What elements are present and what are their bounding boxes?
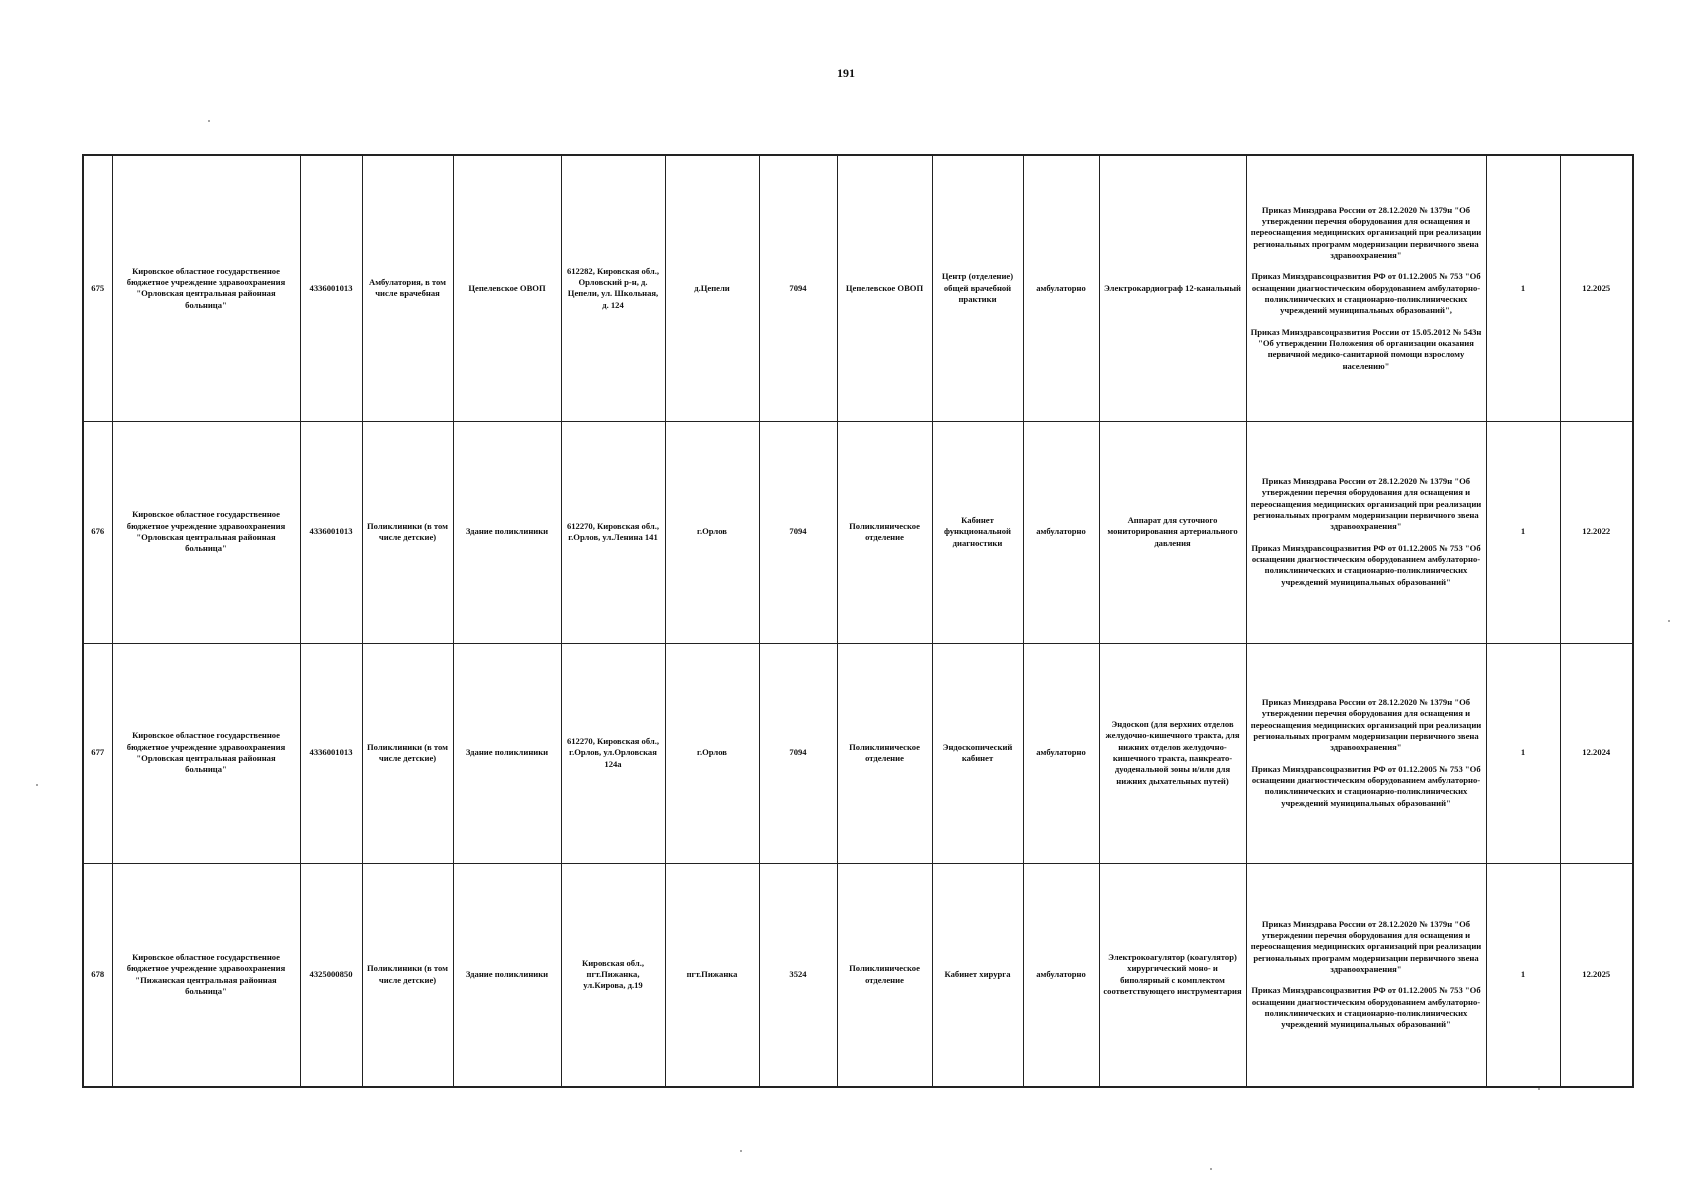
order-text: Приказ Минздрава России от 28.12.2020 № 1379н "Об утверждении перечня оборудования для оснащения и переоснащения медицинских организаций при реализации региональных программ модернизации первичного звена здравоохранения": [1250, 918, 1482, 975]
row-number: 677: [83, 643, 112, 863]
order-text: Приказ Минздрава России от 28.12.2020 № 1379н "Об утверждении перечня оборудования для оснащения и переоснащения медицинских организаций при реализации региональных программ модернизации первичного звена здравоохранения": [1250, 696, 1482, 753]
quantity-cell: 1: [1486, 643, 1560, 863]
department-cell: Поликлиническое отделение: [837, 421, 932, 643]
organization-cell: Кировское областное государственное бюджетное учреждение здравоохранения "Орловская центральная районная больница": [112, 155, 300, 421]
table-row: [83, 421, 1633, 643]
locality-cell: г.Орлов: [665, 643, 759, 863]
address-cell: 612270, Кировская обл., г.Орлов, ул.Ленина 141: [561, 421, 665, 643]
facility-type-cell: Поликлиники (в том числе детские): [362, 863, 453, 1087]
orders-cell: [1246, 155, 1486, 421]
locality-cell: д.Цепели: [665, 155, 759, 421]
quantity-cell: 1: [1486, 155, 1560, 421]
page-number: 191: [837, 66, 855, 80]
equipment-cell: Аппарат для суточного мониторирования артериального давления: [1099, 421, 1246, 643]
room-cell: Эндоскопический кабинет: [932, 643, 1023, 863]
building-cell: Цепелевское ОВОП: [453, 155, 561, 421]
orders-cell: [1246, 421, 1486, 643]
equipment-cell: Электрокоагулятор (коагулятор) хирургический моно- и биполярный с комплектом соответствующего инструментария: [1099, 863, 1246, 1087]
orders-cell: [1246, 643, 1486, 863]
department-cell: Цепелевское ОВОП: [837, 155, 932, 421]
care-form-cell: амбулаторно: [1023, 421, 1099, 643]
care-form-cell: амбулаторно: [1023, 863, 1099, 1087]
locality-cell: пгт.Пижанка: [665, 863, 759, 1087]
order-text: Приказ Минздравсоцразвития РФ от 01.12.2005 № 753 "Об оснащении диагностическим оборудованием амбулаторно-поликлинических и стационарно-поликлинических учреждений муниципальных образований",: [1251, 271, 1481, 316]
address-cell: Кировская обл., пгт.Пижанка, ул.Кирова, д.19: [561, 863, 665, 1087]
scan-speck: [740, 1150, 742, 1152]
population-cell: 7094: [759, 155, 837, 421]
organization-cell: Кировское областное государственное бюджетное учреждение здравоохранения "Орловская центральная районная больница": [112, 421, 300, 643]
equipment-cell: Электрокардиограф 12-канальный: [1099, 155, 1246, 421]
table-body: [83, 155, 1633, 1087]
care-form-cell: амбулаторно: [1023, 155, 1099, 421]
building-cell: Здание поликлиники: [453, 421, 561, 643]
scan-speck: [1538, 1088, 1540, 1090]
registry-table: [82, 154, 1634, 1088]
scan-speck: [1668, 620, 1670, 622]
order-text: Приказ Минздравсоцразвития РФ от 01.12.2005 № 753 "Об оснащении диагностическим оборудованием амбулаторно-поликлинических и стационарно-поликлинических учреждений муниципальных образований": [1251, 763, 1481, 808]
inn-cell: 4336001013: [300, 421, 362, 643]
organization-cell: Кировское областное государственное бюджетное учреждение здравоохранения "Пижанская центральная районная больница": [112, 863, 300, 1087]
room-cell: Центр (отделение) общей врачебной практики: [932, 155, 1023, 421]
order-text: Приказ Минздрава России от 28.12.2020 № 1379н "Об утверждении перечня оборудования для оснащения и переоснащения медицинских организаций при реализации региональных программ модернизации первичного звена здравоохранения": [1250, 204, 1482, 260]
building-cell: Здание поликлиники: [453, 863, 561, 1087]
order-text: Приказ Минздравсоцразвития РФ от 01.12.2005 № 753 "Об оснащении диагностическим оборудованием амбулаторно-поликлинических и стационарно-поликлинических учреждений муниципальных образований": [1251, 985, 1481, 1030]
table-row: [83, 155, 1633, 421]
inn-cell: 4336001013: [300, 155, 362, 421]
population-cell: 7094: [759, 421, 837, 643]
order-text: Приказ Минздравсоцразвития РФ от 01.12.2005 № 753 "Об оснащении диагностическим оборудованием амбулаторно-поликлинических и стационарно-поликлинических учреждений муниципальных образований": [1251, 542, 1481, 587]
room-cell: Кабинет хирурга: [932, 863, 1023, 1087]
date-cell: 12.2025: [1560, 155, 1633, 421]
row-number: 678: [83, 863, 112, 1087]
scan-speck: [36, 784, 38, 786]
building-cell: Здание поликлиники: [453, 643, 561, 863]
locality-cell: г.Орлов: [665, 421, 759, 643]
order-text: Приказ Минздравсоцразвития России от 15.05.2012 № 543н "Об утверждении Положения об организации оказания первичной медико-санитарной помощи взрослому населению": [1250, 326, 1482, 371]
row-number: 676: [83, 421, 112, 643]
inn-cell: 4336001013: [300, 643, 362, 863]
row-number: 675: [83, 155, 112, 421]
room-cell: Кабинет функциональной диагностики: [932, 421, 1023, 643]
scan-speck: [1210, 1168, 1212, 1170]
date-cell: 12.2025: [1560, 863, 1633, 1087]
date-cell: 12.2022: [1560, 421, 1633, 643]
inn-cell: 4325000850: [300, 863, 362, 1087]
equipment-cell: Эндоскоп (для верхних отделов желудочно-кишечного тракта, для нижних отделов желудочно-кишечного тракта, панкреато-дуоденальной зоны и/или для нижних дыхательных путей): [1099, 643, 1246, 863]
address-cell: 612282, Кировская обл., Орловский р-н, д. Цепели, ул. Школьная, д. 124: [561, 155, 665, 421]
department-cell: Поликлиническое отделение: [837, 863, 932, 1087]
quantity-cell: 1: [1486, 421, 1560, 643]
population-cell: 3524: [759, 863, 837, 1087]
orders-cell: [1246, 863, 1486, 1087]
table-row: [83, 863, 1633, 1087]
order-text: Приказ Минздрава России от 28.12.2020 № 1379н "Об утверждении перечня оборудования для оснащения и переоснащения медицинских организаций при реализации региональных программ модернизации первичного звена здравоохранения": [1250, 475, 1482, 532]
table-row: [83, 643, 1633, 863]
date-cell: 12.2024: [1560, 643, 1633, 863]
quantity-cell: 1: [1486, 863, 1560, 1087]
care-form-cell: амбулаторно: [1023, 643, 1099, 863]
population-cell: 7094: [759, 643, 837, 863]
scan-speck: [208, 120, 210, 122]
department-cell: Поликлиническое отделение: [837, 643, 932, 863]
facility-type-cell: Поликлиники (в том числе детские): [362, 643, 453, 863]
organization-cell: Кировское областное государственное бюджетное учреждение здравоохранения "Орловская центральная районная больница": [112, 643, 300, 863]
facility-type-cell: Поликлиники (в том числе детские): [362, 421, 453, 643]
address-cell: 612270, Кировская обл., г.Орлов, ул.Орловская 124а: [561, 643, 665, 863]
facility-type-cell: Амбулатория, в том числе врачебная: [362, 155, 453, 421]
